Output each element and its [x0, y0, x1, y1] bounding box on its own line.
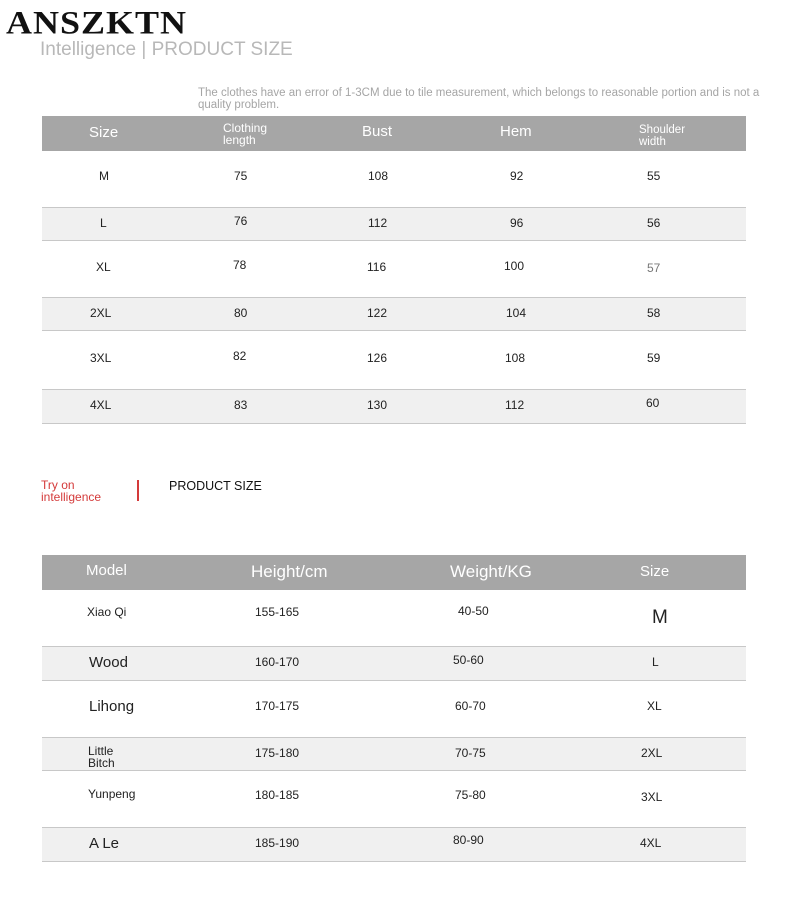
cell-size: M	[99, 169, 109, 183]
header-size: Size	[89, 124, 119, 141]
cell-model-size: 3XL	[641, 790, 663, 804]
cell-bust: 108	[368, 169, 389, 183]
header-shoulder-line2: width	[639, 136, 666, 148]
cell-shoulder: 57	[647, 261, 661, 275]
cell-hem: 104	[506, 306, 527, 320]
table-row	[42, 646, 746, 681]
table-row	[42, 207, 746, 241]
cell-model-line1: Little	[88, 744, 114, 758]
try-on-line1: Try on	[41, 478, 75, 492]
cell-size: 4XL	[90, 398, 112, 412]
cell-shoulder: 56	[647, 216, 661, 230]
header-clothing-length-line2: length	[223, 133, 256, 147]
header-model: Model	[86, 562, 127, 579]
header-shoulder-width	[639, 124, 685, 148]
cell-model	[88, 745, 115, 769]
cell-height: 185-190	[255, 836, 300, 850]
cell-length: 83	[234, 398, 248, 412]
cell-hem: 112	[505, 398, 525, 412]
cell-model: Wood	[89, 654, 128, 671]
divider-bar	[137, 480, 139, 501]
cell-length: 78	[233, 258, 247, 272]
cell-length: 75	[234, 169, 248, 183]
cell-model-line2: Bitch	[88, 756, 115, 770]
cell-hem: 92	[510, 169, 524, 183]
cell-size: 3XL	[90, 351, 112, 365]
table-row	[42, 331, 746, 389]
cell-model-size: 4XL	[640, 836, 662, 850]
cell-model: Yunpeng	[88, 787, 136, 801]
cell-hem: 100	[504, 259, 525, 273]
cell-bust: 122	[367, 306, 388, 320]
cell-shoulder: 59	[647, 351, 661, 365]
table-row	[42, 241, 746, 297]
cell-weight: 60-70	[455, 699, 486, 713]
table-row	[42, 297, 746, 331]
cell-bust: 126	[367, 351, 388, 365]
model-table-header	[42, 555, 746, 590]
cell-size: 2XL	[90, 306, 112, 320]
section-title: PRODUCT SIZE	[169, 479, 262, 493]
table-row	[42, 681, 746, 737]
header-model-size: Size	[640, 563, 670, 580]
cell-height: 180-185	[255, 788, 300, 802]
model-table	[42, 555, 746, 862]
try-on-line2: intelligence	[41, 490, 102, 504]
cell-hem: 96	[510, 216, 524, 230]
table-row	[42, 151, 746, 207]
cell-shoulder: 55	[647, 169, 661, 183]
cell-length: 76	[234, 214, 248, 228]
header-shoulder-line1: Shoulder	[639, 124, 686, 136]
cell-model-size: 2XL	[641, 746, 663, 760]
cell-bust: 130	[367, 398, 388, 412]
cell-length: 82	[233, 349, 247, 363]
table-row	[42, 389, 746, 424]
cell-weight: 40-50	[458, 604, 489, 618]
cell-shoulder: 60	[646, 396, 660, 410]
page-subtitle: Intelligence | PRODUCT SIZE	[40, 39, 293, 60]
try-on-label	[41, 479, 101, 503]
cell-weight: 75-80	[455, 788, 486, 802]
header-weight: Weight/KG	[450, 562, 532, 581]
cell-model-size: L	[652, 655, 659, 669]
cell-model: A Le	[89, 835, 120, 852]
size-table-header	[42, 116, 746, 151]
cell-model: Lihong	[89, 698, 135, 715]
size-table	[42, 116, 746, 424]
cell-height: 160-170	[255, 655, 300, 669]
cell-height: 155-165	[255, 605, 300, 619]
cell-shoulder: 58	[647, 306, 661, 320]
table-row	[42, 737, 746, 771]
cell-bust: 116	[367, 260, 387, 274]
cell-model: Xiao Qi	[87, 605, 127, 619]
cell-bust: 112	[368, 216, 388, 230]
cell-weight: 70-75	[455, 746, 486, 760]
cell-model-size: M	[652, 607, 668, 628]
brand-logo: ANSZKTN	[6, 4, 188, 41]
cell-size: L	[100, 216, 107, 230]
cell-size: XL	[96, 260, 111, 274]
header-bust: Bust	[362, 123, 393, 140]
header-height: Height/cm	[251, 562, 328, 581]
cell-hem: 108	[505, 351, 526, 365]
cell-model-size: XL	[647, 699, 662, 713]
cell-weight: 80-90	[453, 833, 484, 847]
header-clothing-length-line1: Clothing	[223, 121, 268, 135]
header-hem: Hem	[500, 123, 532, 140]
cell-height: 175-180	[255, 746, 300, 760]
cell-height: 170-175	[255, 699, 300, 713]
cell-weight: 50-60	[453, 653, 484, 667]
cell-length: 80	[234, 306, 248, 320]
measurement-note: The clothes have an error of 1-3CM due to tile measurement, which belongs to reasonable portion and is not a quality problem.	[198, 87, 760, 111]
table-row	[42, 827, 746, 862]
table-row	[42, 590, 746, 646]
header-clothing-length	[223, 122, 267, 146]
table-row	[42, 771, 746, 827]
